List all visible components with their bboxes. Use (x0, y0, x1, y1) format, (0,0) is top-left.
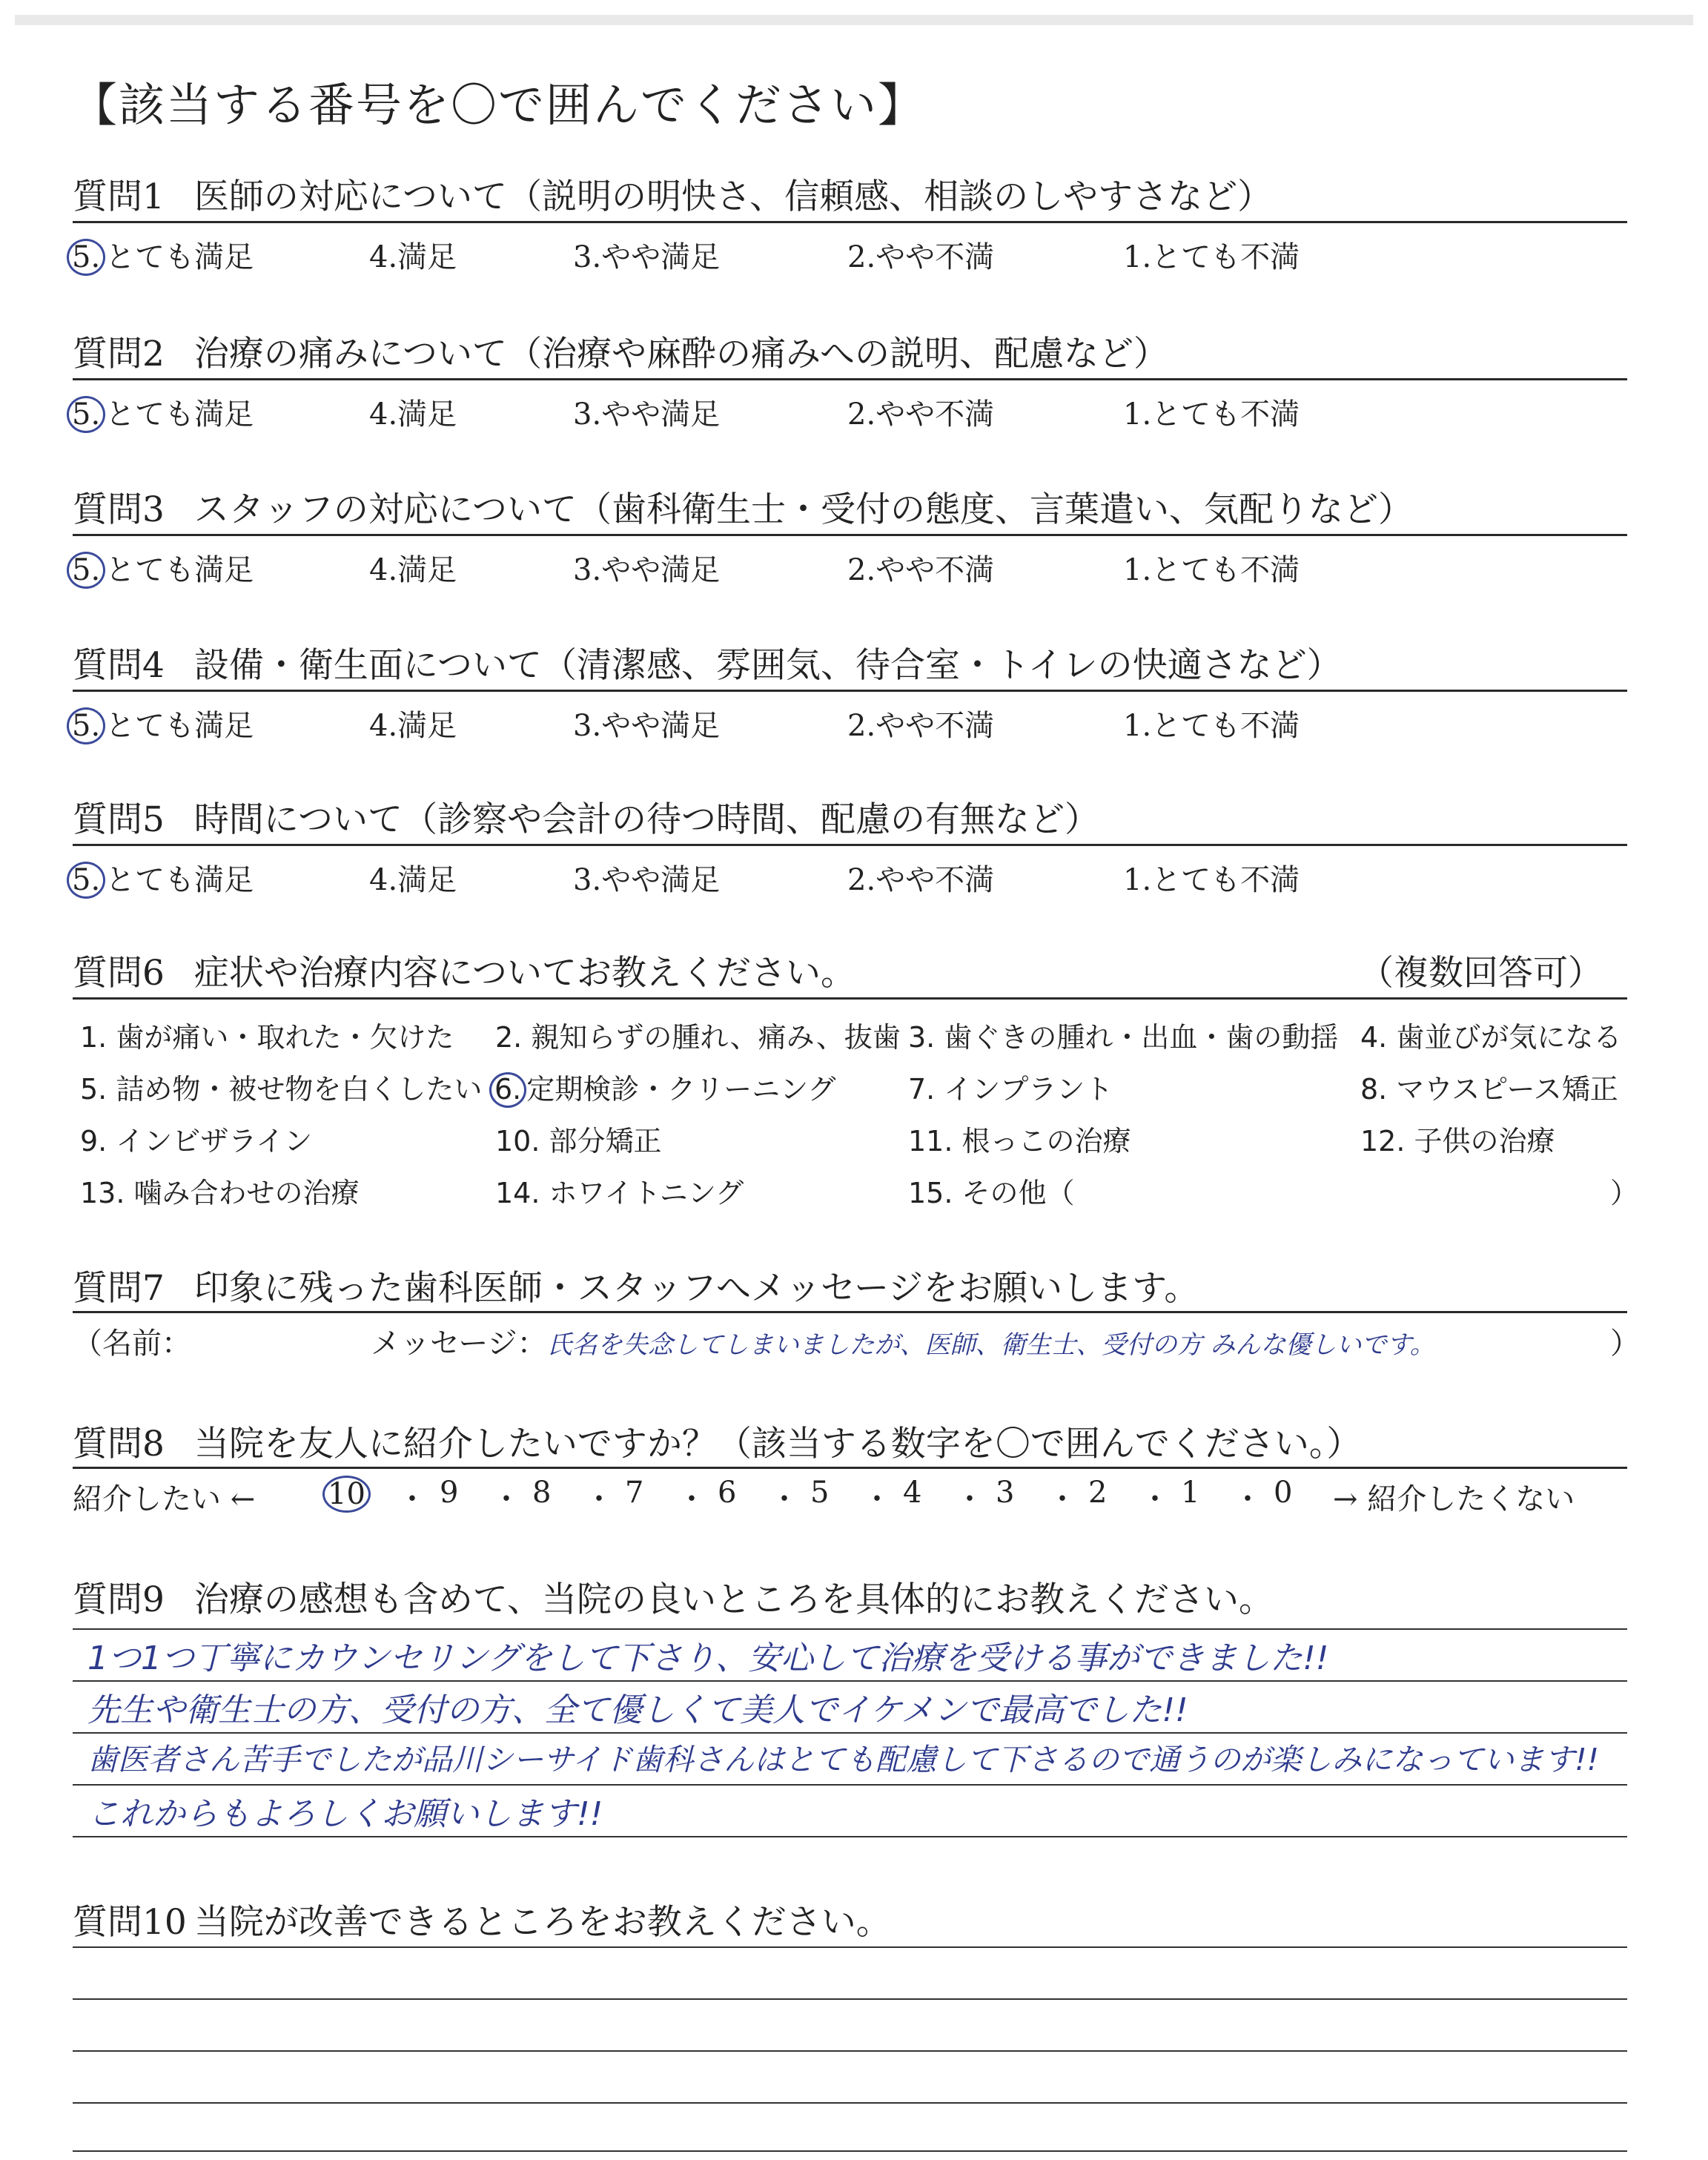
rating-option-1[interactable]: 1.とても不満 (1123, 553, 1300, 587)
rating-option-2[interactable]: 2.やや不満 (847, 240, 995, 274)
symptom-option[interactable]: 14. ホワイトニング (495, 1177, 744, 1209)
scale-value-6[interactable]: 6 (718, 1476, 737, 1510)
question-number: 質問6 (73, 953, 165, 994)
divider (73, 534, 1627, 536)
handwritten-answer-line[interactable]: これからもよろしくお願いします!! (87, 1795, 603, 1833)
scale-dot: ・ (955, 1482, 984, 1516)
scale-dot: ・ (1047, 1482, 1077, 1516)
rating-option-3[interactable]: 3.やや満足 (573, 240, 721, 274)
symptom-option[interactable]: 12. 子供の治療 (1360, 1125, 1555, 1157)
question-heading (73, 482, 1413, 532)
symptom-option[interactable]: 10. 部分矯正 (495, 1125, 662, 1157)
rating-option-4[interactable]: 4.満足 (369, 863, 457, 897)
rating-option-4[interactable]: 4.満足 (369, 240, 457, 274)
question-heading (73, 1895, 891, 1944)
question-text: スタッフの対応について（歯科衛生士・受付の態度、言葉遣い、気配りなど） (193, 489, 1413, 530)
writing-line (73, 1732, 1627, 1734)
message-answer[interactable]: 氏名を失念してしまいましたが、医師、衛生士、受付の方 みんな優しいです。 (546, 1330, 1435, 1360)
writing-line (73, 2050, 1627, 2052)
rating-option-4[interactable]: 4.満足 (369, 553, 457, 587)
divider (73, 844, 1627, 846)
rating-option-4[interactable]: 4.満足 (369, 709, 457, 743)
message-label-row (371, 1320, 1435, 1362)
scan-top-edge (15, 15, 1693, 25)
writing-line (73, 2102, 1627, 2104)
symptom-option[interactable]: 5. 詰め物・被せ物を白くしたい (80, 1073, 483, 1106)
question-number: 質問5 (73, 799, 165, 840)
scale-value-4[interactable]: 4 (903, 1476, 922, 1510)
rating-option-3[interactable]: 3.やや満足 (573, 709, 721, 743)
rating-option-5[interactable]: 5. とても満足 (73, 546, 254, 589)
question-heading (73, 638, 1342, 687)
rating-option-1[interactable]: 1.とても不満 (1123, 863, 1300, 897)
scale-value-8[interactable]: 8 (532, 1476, 552, 1510)
page-title: 【該当する番号を〇で囲んでください】 (71, 78, 926, 132)
selection-circle: 5. (67, 862, 105, 899)
scale-right-label: → 紹介したくない (1333, 1482, 1575, 1516)
scale-dot: ・ (1233, 1482, 1262, 1516)
writing-line (73, 2150, 1627, 2152)
question-number: 質問1 (73, 176, 165, 217)
rating-option-2[interactable]: 2.やや不満 (847, 709, 995, 743)
message-row (73, 1320, 191, 1362)
scale-value-5[interactable]: 5 (810, 1476, 830, 1510)
scale-value-3[interactable]: 3 (996, 1476, 1015, 1510)
scale-dot: ・ (584, 1482, 614, 1516)
question-heading (73, 792, 1099, 842)
rating-option-1[interactable]: 1.とても不満 (1123, 240, 1300, 274)
rating-option-2[interactable]: 2.やや不満 (847, 397, 995, 432)
symptom-option-selected[interactable]: 6. 定期検診・クリーニング (495, 1066, 836, 1108)
symptom-option[interactable]: 4. 歯並びが気になる (1360, 1021, 1622, 1054)
rating-option-5[interactable]: 5. とても満足 (73, 234, 254, 276)
scale-value-1[interactable]: 1 (1181, 1476, 1200, 1510)
message-close-paren: ） (1610, 1327, 1640, 1361)
scale-dot: ・ (769, 1482, 799, 1516)
writing-line (73, 1680, 1627, 1682)
scale-value-9[interactable]: 9 (440, 1476, 459, 1510)
question-number: 質問2 (73, 334, 165, 374)
question-heading (73, 169, 1272, 219)
question-text: 治療の感想も含めて、当院の良いところを具体的にお教えください。 (193, 1579, 1274, 1620)
rating-option-2[interactable]: 2.やや不満 (847, 863, 995, 897)
symptom-option[interactable]: 11. 根っこの治療 (908, 1125, 1131, 1157)
scale-left-label: 紹介したい ← (73, 1482, 256, 1516)
symptom-option[interactable]: 7. インプラント (908, 1073, 1113, 1106)
symptom-option[interactable]: 15. その他（ (908, 1177, 1075, 1209)
scale-dot: ・ (862, 1482, 892, 1516)
question-heading (73, 1572, 1274, 1622)
question-number: 質問8 (73, 1424, 165, 1464)
writing-line (73, 1836, 1627, 1837)
writing-line (73, 1998, 1627, 2000)
scale-value-0[interactable]: 0 (1274, 1476, 1293, 1510)
question-text: 設備・衛生面について（清潔感、雰囲気、待合室・トイレの快適さなど） (193, 645, 1342, 686)
symptom-option[interactable]: 8. マウスピース矯正 (1360, 1073, 1618, 1106)
divider (73, 690, 1627, 692)
rating-option-5[interactable]: 5. とても満足 (73, 702, 254, 744)
selection-circle: 10 (322, 1476, 371, 1513)
question-heading (73, 1416, 1361, 1466)
scale-dot: ・ (1140, 1482, 1170, 1516)
question-text: 治療の痛みについて（治療や麻酔の痛みへの説明、配慮など） (193, 334, 1169, 374)
divider (73, 221, 1627, 223)
selection-circle: 5. (67, 239, 105, 276)
selection-circle: 5. (67, 707, 105, 744)
question-number: 質問7 (73, 1268, 165, 1309)
scale-dot: ・ (491, 1482, 521, 1516)
symptom-option[interactable]: 3. 歯ぐきの腫れ・出血・歯の動揺 (908, 1021, 1339, 1054)
divider (73, 378, 1627, 380)
selection-circle: 5. (67, 396, 105, 433)
symptom-option[interactable]: 1. 歯が痛い・取れた・欠けた (80, 1021, 454, 1054)
message-label: メッセージ： (371, 1327, 547, 1361)
question-heading (73, 326, 1168, 376)
selection-circle: 6. (489, 1072, 526, 1108)
symptom-option[interactable]: 13. 噛み合わせの治療 (80, 1177, 360, 1209)
selection-circle: 5. (67, 552, 105, 589)
question-text: 症状や治療内容についてお教えください。 (193, 953, 855, 994)
question-number: 質問10 (73, 1902, 187, 1943)
rating-option-3[interactable]: 3.やや満足 (573, 397, 721, 432)
name-label: （名前： (73, 1327, 191, 1361)
other-close-paren: ） (1610, 1177, 1639, 1209)
scale-value-7[interactable]: 7 (625, 1476, 644, 1510)
rating-option-5[interactable]: 5. とても満足 (73, 391, 254, 433)
scale-value-2[interactable]: 2 (1088, 1476, 1108, 1510)
rating-option-4[interactable]: 4.満足 (369, 397, 457, 432)
symptom-option[interactable]: 2. 親知らずの腫れ、痛み、抜歯 (495, 1021, 901, 1054)
divider (73, 1467, 1627, 1469)
rating-option-1[interactable]: 1.とても不満 (1123, 397, 1300, 432)
handwritten-answer-line[interactable]: 先生や衛生士の方、受付の方、全て優しくて美人でイケメンで最高でした!! (87, 1691, 1188, 1729)
multiple-answers-note: （複数回答可） (1359, 953, 1603, 994)
question-text: 時間について（診察や会計の待つ時間、配慮の有無など） (193, 799, 1099, 840)
divider (73, 1311, 1627, 1313)
scale-dot: ・ (677, 1482, 706, 1516)
question-text: 医師の対応について（説明の明快さ、信頼感、相談のしやすさなど） (193, 176, 1273, 217)
question-text: 当院が改善できるところをお教えください。 (193, 1902, 891, 1943)
handwritten-answer-line[interactable]: 歯医者さん苦手でしたが品川シーサイド歯科さんはとても配慮して下さるので通うのが楽しみになっています!! (87, 1742, 1599, 1777)
question-heading (73, 1261, 1199, 1310)
rating-option-1[interactable]: 1.とても不満 (1123, 709, 1300, 743)
question-text: 当院を友人に紹介したいですか？（該当する数字を〇で囲んでください。） (193, 1424, 1362, 1464)
rating-option-2[interactable]: 2.やや不満 (847, 553, 995, 587)
question-text: 印象に残った歯科医師・スタッフへメッセージをお願いします。 (193, 1268, 1199, 1309)
writing-line (73, 1784, 1627, 1786)
scale-dot: ・ (397, 1482, 427, 1516)
question-number: 質問9 (73, 1579, 165, 1620)
writing-line (73, 1946, 1627, 1948)
rating-option-3[interactable]: 3.やや満足 (573, 553, 721, 587)
symptom-option[interactable]: 9. インビザライン (80, 1125, 313, 1157)
writing-line (73, 1628, 1627, 1630)
question-number: 質問4 (73, 645, 165, 686)
handwritten-answer-line[interactable]: 1つ1つ丁寧にカウンセリングをして下さり、安心して治療を受ける事ができました!! (87, 1639, 1329, 1677)
divider (73, 997, 1627, 1000)
question-heading (73, 945, 1627, 995)
rating-option-3[interactable]: 3.やや満足 (573, 863, 721, 897)
rating-option-5[interactable]: 5. とても満足 (73, 856, 254, 899)
question-number: 質問3 (73, 489, 165, 530)
